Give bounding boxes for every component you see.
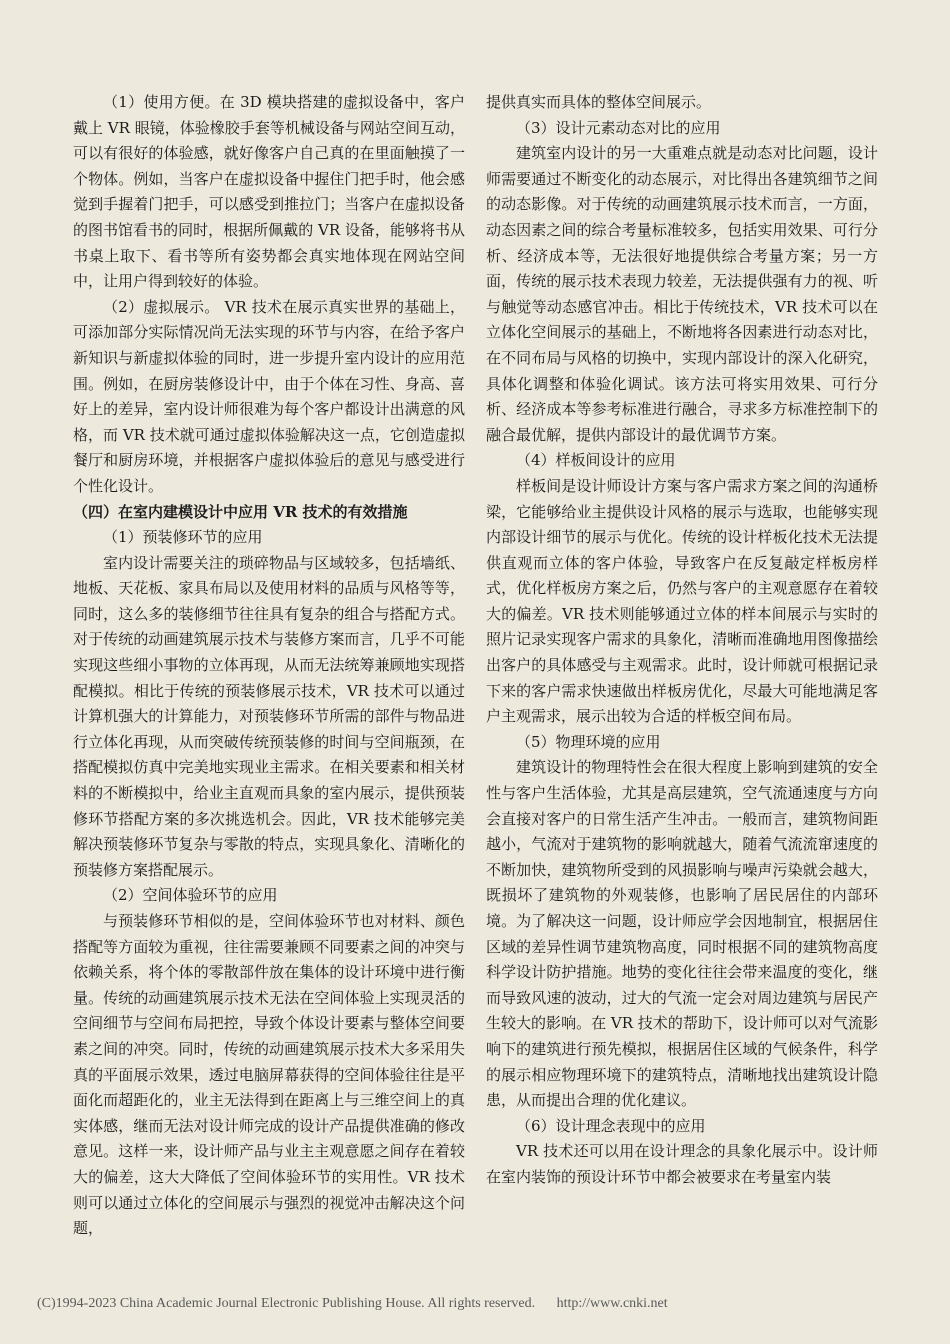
subheading-pre-decoration: （1）预装修环节的应用	[103, 528, 263, 547]
paragraph-ease-of-use: （1）使用方便。在 3D 模块搭建的虚拟设备中，客户戴上 VR 眼镜，体验橡胶手套等机械设备与网站空间互动，可以有很好的体验感，就好像客户自己真的在里面触摸了一个物体。例如，当客户在虚拟设备中握住门把手时，他会感觉到手握着门把手，可以感受到推拉门；当客户在虚拟设备的图书馆看书的同时，根据所佩戴的 VR 设备，能够将书从书桌上取下、看书等所有姿势都会真实地体现在网站空间中，让用户得到较好的体验。	[73, 93, 465, 291]
paragraph-space-experience: 与预装修环节相似的是，空间体验环节也对材料、颜色搭配等方面较为重视，往往需要兼顾不同要素之间的冲突与依赖关系，将个体的零散部件放在集体的设计环境中进行衡量。传统的动画建筑展示技术无法在空间体验上实现灵活的空间细节与空间布局把控，导致个体设计要素与整体空间要素之间的冲突。同时，传统的动画建筑展示技术大多采用失真的平面展示效果，透过电脑屏幕获得的空间体验往往是平面化而超距化的，业主无法得到在距离上与三维空间上的真实体感，继而无法对设计师完成的设计产品提供准确的修改意见。这样一来，设计师产品与业主主观意愿之间存在着较大的偏差，这大大降低了空间体验环节的实用性。VR 技术则可以通过立体化的空间展示与强烈的视觉冲击解决这个问题，	[73, 912, 465, 1238]
subheading-physical-environment: （5）物理环境的应用	[516, 732, 661, 751]
copyright-text: (C)1994-2023 China Academic Journal Electronic Publishing House. All rights reserved.	[37, 1296, 536, 1311]
paragraph-dynamic-contrast: 建筑室内设计的另一大重难点就是动态对比问题，设计师需要通过不断变化的动态展示，对比得出各建筑细节之间的动态影像。对于传统的动画建筑展示技术而言，一方面，动态因素之间的综合考量标准较多，包括实用效果、可行分析、经济成本等，无法很好地提供综合考量方案；另一方面，传统的展示技术表现力较差，无法提供强有力的视、听与触觉等动态感官冲击。相比于传统技术，VR 技术可以在立体化空间展示的基础上，不断地将各因素进行动态对比，在不同布局与风格的切换中，实现内部设计的深入化研究，具体化调整和体验化调试。该方法可将实用效果、可行分析、经济成本等参考标准进行融合，寻求多方标准控制下的融合最优解，提供内部设计的最优调节方案。	[486, 144, 878, 444]
paragraph-pre-decoration: 室内设计需要关注的琐碎物品与区域较多，包括墙纸、地板、天花板、家具布局以及使用材料的品质与风格等等，同时，这么多的装修细节往往具有复杂的组合与搭配方式。对于传统的动画建筑展示技术与装修方案而言，几乎不可能实现这些细小事物的立体再现，从而无法统筹兼顾地实现搭配模拟。相比于传统的预装修展示技术，VR 技术可以通过计算机强大的计算能力，对预装修环节所需的部件与物品进行立体化再现，从而突破传统预装修的时间与空间瓶颈，在搭配模拟仿真中完美地实现业主需求。在相关要素和相关材料的不断模拟中，给业主直观而具象的室内展示，提供预装修环节搭配方案的多次挑选机会。因此，VR 技术能够完美解决预装修环节复杂与零散的特点，实现具象化、清晰化的预装修方案搭配展示。	[73, 553, 465, 879]
paragraph-physical-environment: 建筑设计的物理特性会在很大程度上影响到建筑的安全性与客户生活体验，尤其是高层建筑，空气流通速度与方向会直接对客户的日常生活产生冲击。一般而言，建筑物间距越小，气流对于建筑物的影响就越大，随着气流流窜速度的不断加快，建筑物所受到的风损影响与噪声污染就会越大，既损坏了建筑物的外观装修，也影响了居民居住的内部环境。为了解决这一问题，设计师应学会因地制宜，根据居住区域的差异性调节建筑物高度，同时根据不同的建筑物高度科学设计防护措施。地势的变化往往会带来温度的变化，继而导致风速的波动，过大的气流一定会对周边建筑与居民产生较大的影响。在 VR 技术的帮助下，设计师可以对气流影响下的建筑进行预先模拟，根据居住区域的气候条件，科学的展示相应物理环境下的建筑特点，清晰地找出建筑设计隐患，从而提出合理的优化建议。	[486, 758, 878, 1110]
paragraph-model-room: 样板间是设计师设计方案与客户需求方案之间的沟通桥梁，它能够给业主提供设计风格的展示与选取，也能够实现内部设计细节的展示与优化。传统的设计样板化技术无法提供直观而立体的客户体验，导致客户在反复敲定样板房样式，优化样板房方案之后，仍然与客户的主观意愿存在着较大的偏差。VR 技术则能够通过立体的样本间展示与实时的照片记录实现客户需求的具象化，清晰而准确地用图像描绘出客户的具体感受与主观需求。此时，设计师就可根据记录下来的客户需求快速做出样板房优化，尽最大可能地满足客户主观需求，展示出较为合适的样板空间布局。	[486, 476, 878, 726]
right-column	[486, 90, 878, 1191]
paragraph-continuation: 提供真实而具体的整体空间展示。	[486, 93, 712, 111]
section-heading-4: （四）在室内建模设计中应用 VR 技术的有效措施	[73, 502, 408, 521]
subheading-model-room: （4）样板间设计的应用	[516, 451, 676, 470]
left-column	[73, 90, 465, 1242]
subheading-dynamic-contrast: （3）设计元素动态对比的应用	[516, 118, 721, 137]
paragraph-virtual-display: （2）虚拟展示。 VR 技术在展示真实世界的基础上，可添加部分实际情况尚无法实现的环节与内容，在给予客户新知识与新虚拟体验的同时，进一步提升室内设计的应用范围。例如，在厨房装修设计中，由于个体在习性、身高、喜好上的差异，室内设计师很难为每个客户都设计出满意的风格，而 VR 技术就可通过虚拟体验解决这一点，它创造虚拟餐厅和厨房环境，并根据客户虚拟体验后的意见与感受进行个性化设计。	[73, 297, 465, 495]
subheading-design-concept: （6）设计理念表现中的应用	[516, 1116, 706, 1135]
paragraph-design-concept: VR 技术还可以用在设计理念的具象化展示中。设计师在室内装饰的预设计环节中都会被要求在考量室内装	[486, 1142, 878, 1186]
cnki-url: http://www.cnki.net	[556, 1296, 668, 1311]
subheading-space-experience: （2）空间体验环节的应用	[103, 886, 278, 905]
copyright-footer	[37, 1296, 917, 1312]
